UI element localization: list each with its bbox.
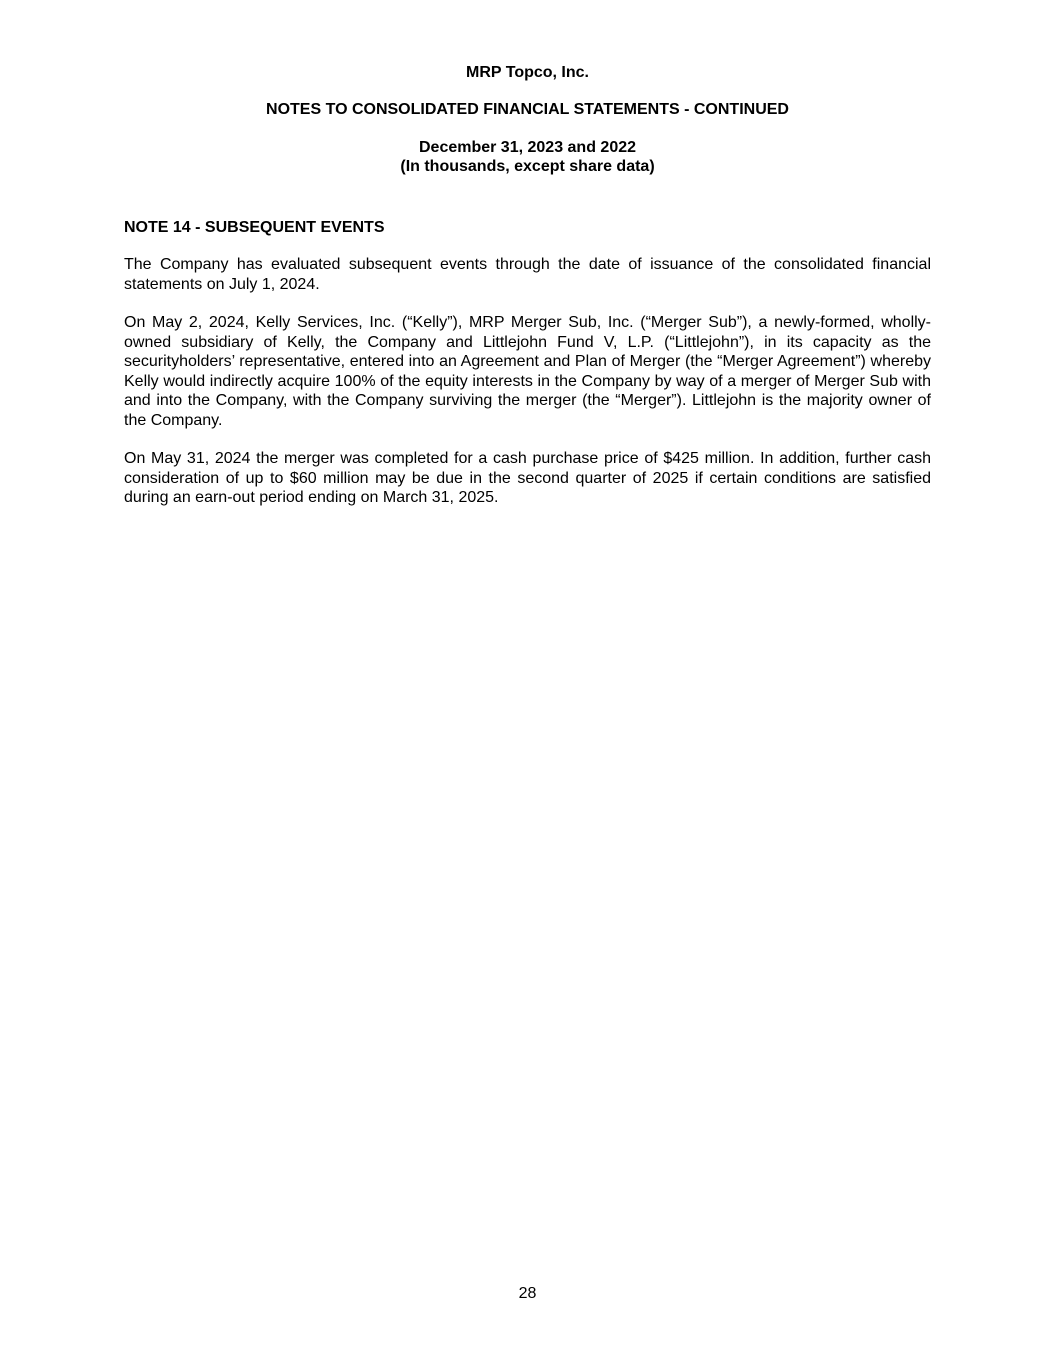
page-number: 28 [518, 1285, 537, 1302]
company-name: MRP Topco, Inc. [466, 64, 589, 81]
document-title: NOTES TO CONSOLIDATED FINANCIAL STATEMENTS - CONTINUED [266, 101, 789, 118]
units-note: (In thousands, except share data) [400, 158, 655, 175]
note-heading: NOTE 14 - SUBSEQUENT EVENTS [124, 219, 385, 236]
paragraph-merger-completion: On May 31, 2024 the merger was completed for a cash purchase price of $425 million. In addition, further cash consideration of up to $60 million may be due in the second quarter of 2025 if certain conditions are satisfied during an earn-out period ending on March 31, 2025. [124, 450, 931, 506]
reporting-period: December 31, 2023 and 2022 [418, 139, 637, 156]
paragraph-merger-agreement: On May 2, 2024, Kelly Services, Inc. (“Kelly”), MRP Merger Sub, Inc. (“Merger Sub”), a newly-formed, wholly-owned subsidiary of Kelly, the Company and Littlejohn Fund V, L.P. (“Littlejohn”), in its capacity as the securityholders’ representative, entered into an Agreement and Plan of Merger (the “Merger Agreement”) whereby Kelly would indirectly acquire 100% of the equity interests in the Company by way of a merger of Merger Sub with and into the Company, with the Company surviving the merger (the “Merger”). Littlejohn is the majority owner of the Company. [124, 314, 931, 429]
paragraph-evaluation: The Company has evaluated subsequent events through the date of issuance of the consolidated financial statements on July 1, 2024. [124, 256, 931, 293]
